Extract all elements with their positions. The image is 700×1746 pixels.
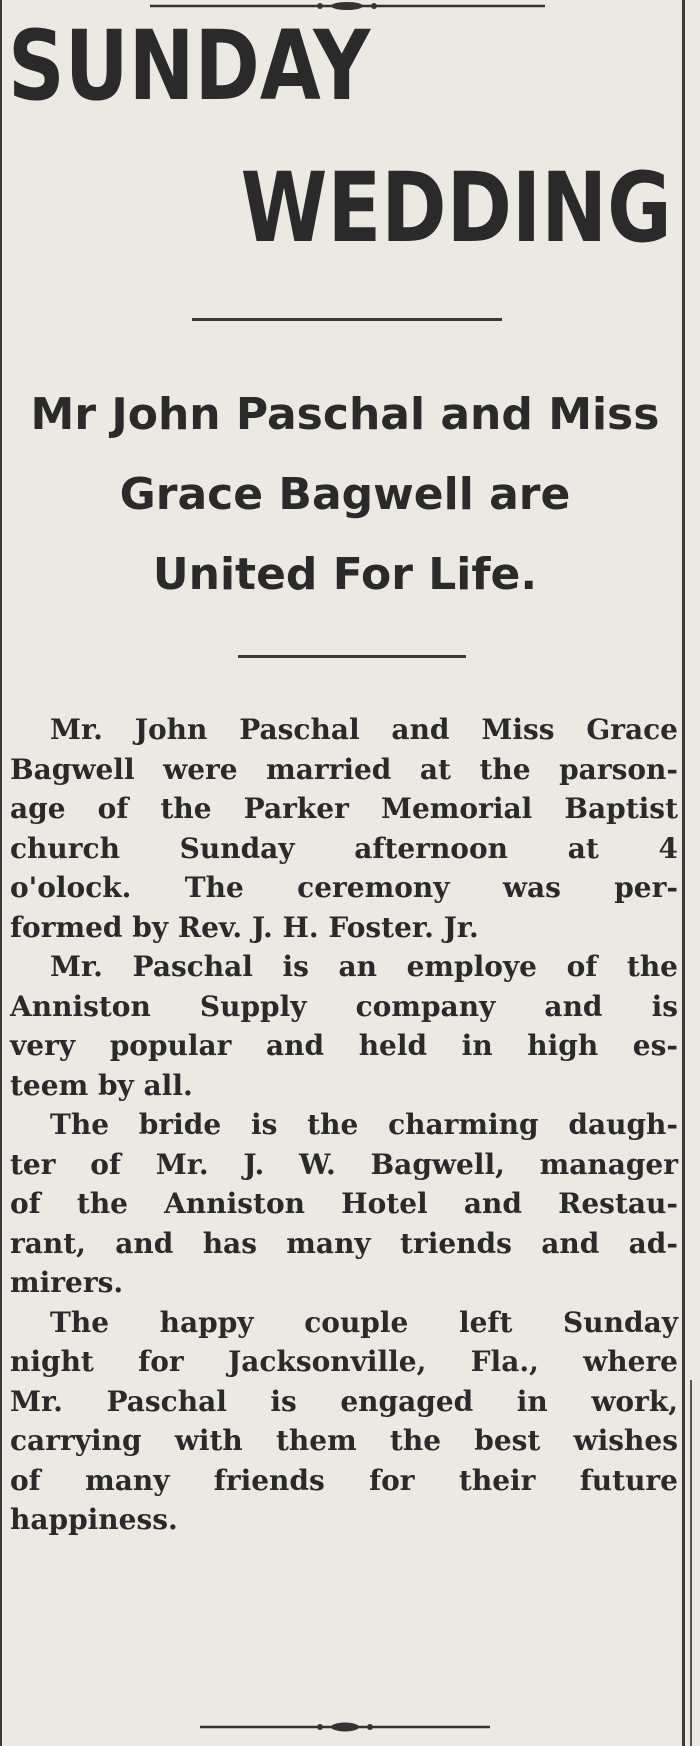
article-line: Mr. Paschal is an employe of the	[50, 950, 678, 983]
article-line: of the Anniston Hotel and Restau-	[10, 1187, 678, 1220]
article-line: happiness.	[10, 1503, 178, 1536]
article-line: formed by Rev. J. H. Foster. Jr.	[10, 910, 479, 944]
subhead-divider	[238, 655, 466, 658]
headline-divider	[192, 318, 502, 321]
article-line: ter of Mr. J. W. Bagwell, manager	[10, 1147, 678, 1181]
article-line: Mr. Paschal is engaged in work,	[10, 1384, 678, 1418]
article-line: night for Jacksonville, Fla., where	[10, 1345, 678, 1378]
column-rule-right-lower	[690, 1380, 692, 1746]
article-line: teem by all.	[10, 1068, 193, 1102]
article-line: rant, and has many triends and ad-	[10, 1226, 678, 1260]
headline-line-1: SUNDAY	[8, 10, 371, 122]
article-line: very popular and held in high es-	[10, 1029, 678, 1062]
article-line: carrying with them the best wishes	[10, 1424, 678, 1457]
bottom-ornament-rule	[200, 1718, 490, 1736]
article-line: The bride is the charming daugh-	[50, 1108, 678, 1141]
article-line: age of the Parker Memorial Baptist	[10, 792, 678, 825]
article-line: Mr. John Paschal and Miss Grace	[50, 713, 678, 746]
column-rule-right	[682, 0, 685, 1746]
article-line: church Sunday afternoon at 4	[10, 831, 678, 865]
article-line: Anniston Supply company and is	[10, 989, 678, 1023]
subheadline	[10, 375, 680, 615]
column-rule-left	[0, 0, 2, 1746]
article-body	[10, 710, 678, 1540]
headline-line-2: WEDDING	[240, 152, 672, 264]
article-line: o'olock. The ceremony was per-	[10, 871, 678, 904]
article-line: Bagwell were married at the parson-	[10, 752, 678, 786]
article-line: The happy couple left Sunday	[50, 1305, 678, 1339]
article-line: of many friends for their future	[10, 1463, 678, 1497]
subheadline-line-2: Grace Bagwell are	[119, 469, 571, 520]
subheadline-line-1: Mr John Paschal and Miss	[30, 389, 660, 440]
article-line: mirers.	[10, 1266, 124, 1299]
subheadline-line-3: United For Life.	[152, 549, 538, 600]
